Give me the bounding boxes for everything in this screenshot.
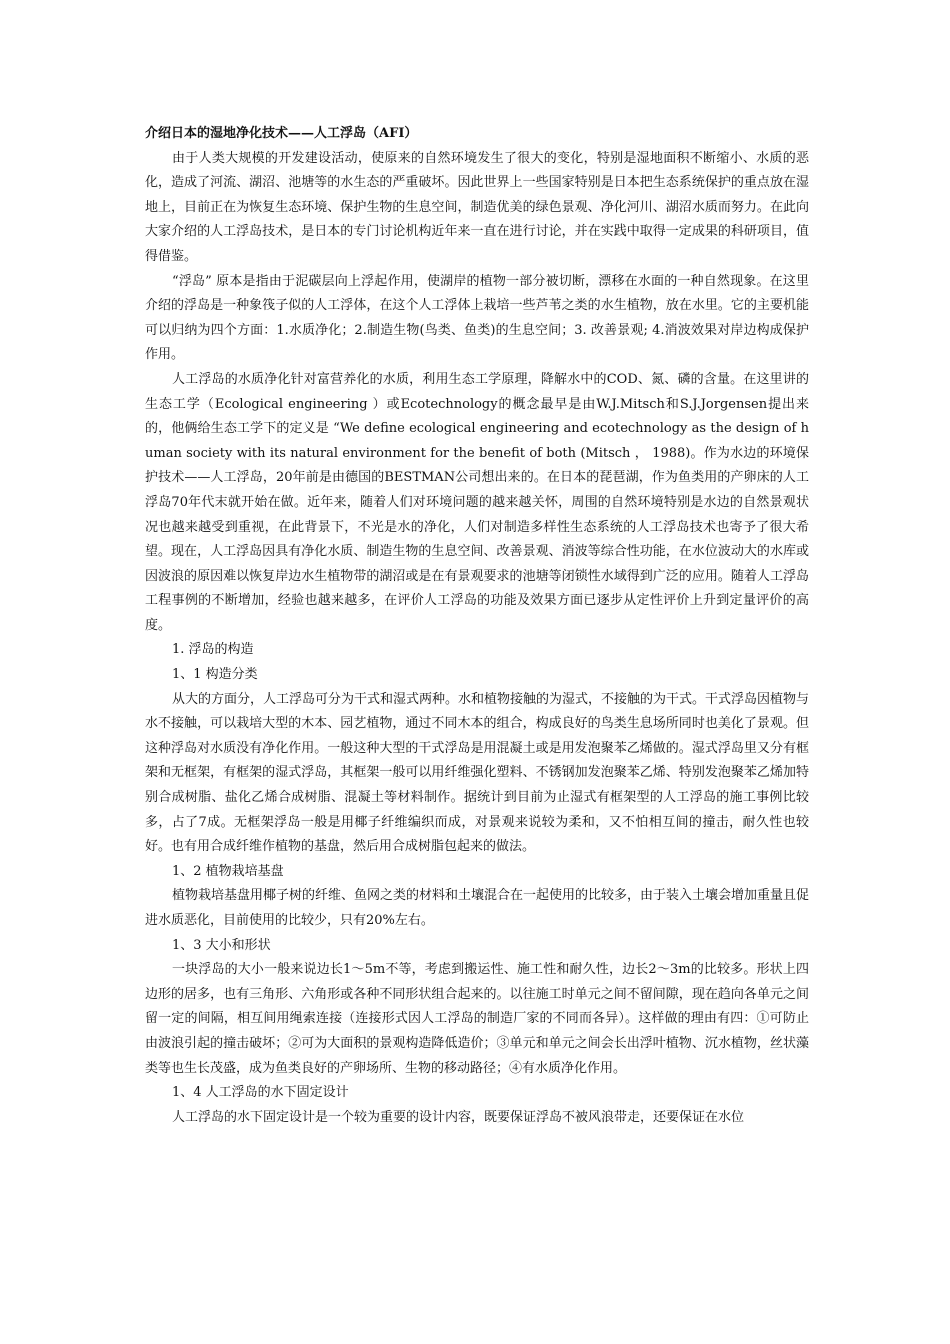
paragraph-water-purification: 人工浮岛的水质净化针对富营养化的水质，利用生态工学原理，降解水中的COD、氮、磷的含量。在这里讲的生态工学（Ecological engineering ）或Ecotechnology的概念最早是由W.J.Mitsch和S.J.Jorgensen提出来的，他俩给生态工学下的定义是 “We define ecological engineering and ecotechnology as the design of human society with its natural environment for the benefit of both (Mitsch ， 1988)。作为水边的环境保护技术——人工浮岛，20年前是由德国的BESTMAN公司想出来的。在日本的琵琶湖，作为鱼类用的产卵床的人工浮岛70年代末就开始在做。近年来，随着人们对环境问题的越来越关怀，周围的自然环境特别是水边的自然景观状况也越来越受到重视，在此背景下，不光是水的净化，人们对制造多样性生态系统的人工浮岛技术也寄予了很大希望。现在，人工浮岛因具有净化水质、制造生物的生息空间、改善景观、消波等综合性功能，在水位波动大的水库或因波浪的原因难以恢复岸边水生植物带的湖沼或是在有景观要求的池塘等闭锁性水域得到广泛的应用。随着人工浮岛工程事例的不断增加，经验也越来越多，在评价人工浮岛的功能及效果方面已逐步从定性评价上升到定量评价的高度。 (145, 371, 809, 633)
paragraph-planting-base: 植物栽培基盘用椰子树的纤维、鱼网之类的材料和土壤混合在一起使用的比较多，由于装入土壤会增加重量且促进水质恶化，目前使用的比较少，只有20%左右。 (145, 888, 810, 928)
section-heading-structure: 1. 浮岛的构造 (172, 642, 254, 658)
subsection-heading-classification: 1、1 构造分类 (172, 667, 258, 683)
paragraph-classification: 从大的方面分，人工浮岛可分为干式和湿式两种。水和植物接触的为湿式，不接触的为干式。干式浮岛因植物与水不接触，可以栽培大型的木本、园艺植物，通过不同木本的组合，构成良好的鸟类生息场所同时也美化了景观。但这种浮岛对水质没有净化作用。一般这种大型的干式浮岛是用混凝土或是用发泡聚苯乙烯做的。湿式浮岛里又分有框架和无框架，有框架的湿式浮岛，其框架一般可以用纤维强化塑料、不锈钢加发泡聚苯乙烯、特别发泡聚苯乙烯加特别合成树脂、盐化乙烯合成树脂、混凝土等材料制作。据统计到目前为止湿式有框架型的人工浮岛的施工事例比较多，占了7成。无框架浮岛一般是用椰子纤维编织而成，对景观来说较为柔和，又不怕相互间的撞击，耐久性也较好。也有用合成纤维作植物的基盘，然后用合成树脂包起来的做法。 (145, 691, 810, 855)
document-body (145, 122, 809, 1130)
document-title: 介绍日本的湿地净化技术——人工浮岛（AFI） (145, 126, 418, 141)
paragraph-floating-island-definition: “浮岛” 原本是指由于泥碳层向上浮起作用，使湖岸的植物一部分被切断，漂移在水面的一种自然现象。在这里介绍的浮岛是一种象筏子似的人工浮体，在这个人工浮体上栽培一些芦苇之类的水生植物，放在水里。它的主要机能可以归纳为四个方面：1.水质净化；2.制造生物(鸟类、鱼类)的生息空间；3. 改善景观; 4.消波效果对岸边构成保护作用。 (145, 273, 809, 363)
subsection-heading-planting-base: 1、2 植物栽培基盘 (172, 863, 284, 879)
paragraph-intro: 由于人类大规模的开发建设活动，使原来的自然环境发生了很大的变化，特别是湿地面积不断缩小、水质的恶化，造成了河流、湖沼、池塘等的水生态的严重破坏。因此世界上一些国家特别是日本把生态系统保护的重点放在湿地上，目前正在为恢复生态环境、保护生物的生息空间，制造优美的绿色景观、净化河川、湖沼水质而努力。在此向大家介绍的人工浮岛技术，是日本的专门讨论机构近年来一直在进行讨论，并在实践中取得一定成果的科研项目，值得借鉴。 (145, 150, 809, 264)
subsection-heading-anchoring: 1、4 人工浮岛的水下固定设计 (172, 1085, 349, 1101)
paragraph-size-shape: 一块浮岛的大小一般来说边长1～5m不等，考虑到搬运性、施工性和耐久性，边长2～3m的比较多。形状上四边形的居多，也有三角形、六角形或各种不同形状组合起来的。以往施工时单元之间不留间隙，现在趋向各单元之间留一定的间隔，相互间用绳索连接（连接形式因人工浮岛的制造厂家的不同而各异）。这样做的理由有四：①可防止由波浪引起的撞击破坏；②可为大面积的景观构造降低造价；③单元和单元之间会长出浮叶植物、沉水植物，丝状藻类等也生长茂盛，成为鱼类良好的产卵场所、生物的移动路径；④有水质净化作用。 (145, 962, 809, 1076)
paragraph-anchoring: 人工浮岛的水下固定设计是一个较为重要的设计内容，既要保证浮岛不被风浪带走，还要保证在水位 (172, 1109, 745, 1125)
subsection-heading-size-shape: 1、3 大小和形状 (172, 937, 271, 953)
